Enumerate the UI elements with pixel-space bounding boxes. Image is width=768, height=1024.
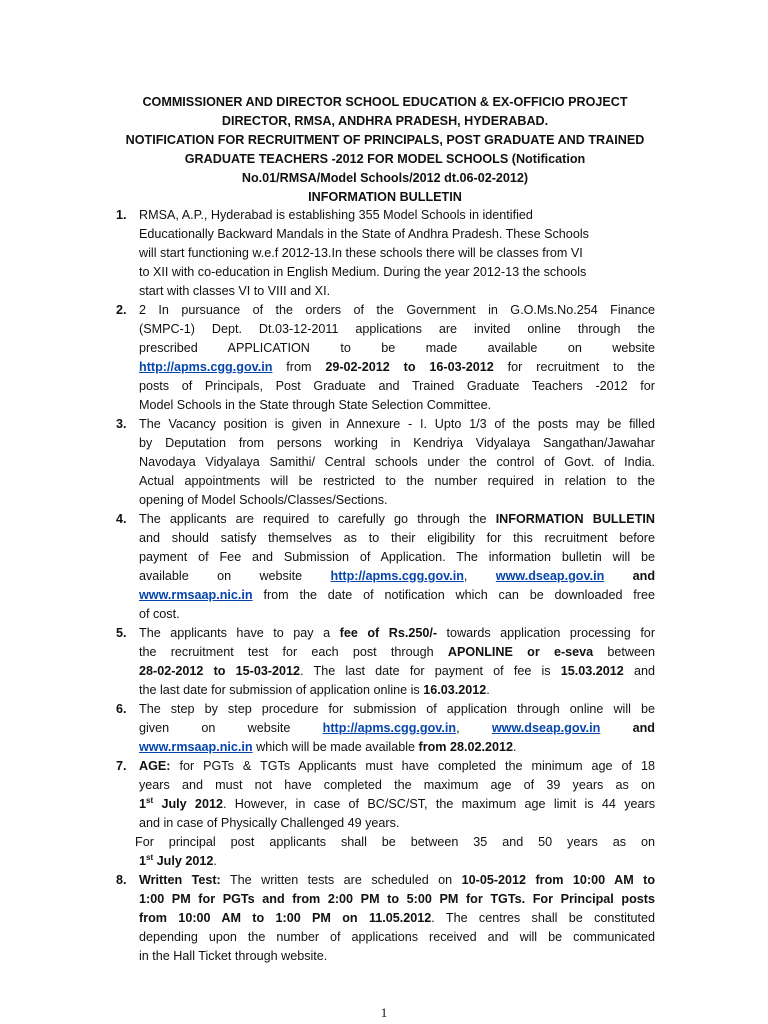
text-line: start with classes VI to VIII and XI. — [139, 284, 331, 298]
header-line: DIRECTOR, RMSA, ANDHRA PRADESH, HYDERABAD. — [221, 114, 549, 128]
text-line: given on website http://apms.cgg.gov.in, www.dseap.gov.in and — [139, 721, 655, 735]
text-line: will start functioning w.e.f 2012-13.In these schools there will be classes from VI — [139, 246, 583, 260]
list-item — [110, 415, 655, 510]
header-line: COMMISSIONER AND DIRECTOR SCHOOL EDUCATION & EX-OFFICIO PROJECT — [142, 95, 628, 109]
text-line: AGE: for PGTs & TGTs Applicants must have completed the minimum age of 18 — [139, 759, 655, 773]
list-item — [110, 510, 655, 624]
text-line: by Deputation from persons working in Kendriya Vidyalaya Sangathan/Jawahar — [139, 436, 655, 450]
item-number: 1. — [116, 208, 127, 222]
numbered-list — [110, 206, 655, 966]
list-item — [110, 301, 655, 415]
text-line: www.rmsaap.nic.in from the date of notification which can be downloaded free — [139, 588, 655, 602]
text-line: and in case of Physically Challenged 49 years. — [139, 816, 400, 830]
text-line: years and must not have completed the maximum age of 39 years as on — [139, 778, 655, 792]
list-item — [110, 700, 655, 757]
text-line: For principal post applicants shall be between 35 and 50 years as on — [135, 835, 655, 849]
text-line: opening of Model Schools/Classes/Sections. — [139, 493, 388, 507]
text-line: from 10:00 AM to 1:00 PM on 11.05.2012. The centres shall be constituted — [139, 911, 655, 925]
text-line: the last date for submission of application online is 16.03.2012. — [139, 683, 490, 697]
text-line: The applicants have to pay a fee of Rs.250/- towards application processing for — [139, 626, 656, 640]
text-line: 1:00 PM for PGTs and from 2:00 PM to 5:00 PM for TGTs. For Principal posts — [139, 892, 655, 906]
text-line: and should satisfy themselves as to their eligibility for this recruitment before — [139, 531, 655, 545]
text-line: 2 In pursuance of the orders of the Government in G.O.Ms.No.254 Finance — [139, 303, 655, 317]
list-item — [110, 871, 655, 966]
text-line: Educationally Backward Mandals in the State of Andhra Pradesh. These Schools — [139, 227, 589, 241]
page-number: 1 — [380, 1005, 388, 1020]
apms-website-link[interactable]: http://apms.cgg.gov.in — [322, 721, 457, 735]
item-number: 5. — [116, 626, 127, 640]
text-line: the recruitment test for each post through APONLINE or e-seva between — [139, 645, 655, 659]
item-number: 6. — [116, 702, 127, 716]
item-number: 4. — [116, 512, 127, 526]
item-number: 8. — [116, 873, 127, 887]
text-line: posts of Principals, Post Graduate and Trained Graduate Teachers -2012 for — [139, 379, 655, 393]
bulletin-title: INFORMATION BULLETIN — [308, 190, 462, 204]
apms-website-link[interactable]: http://apms.cgg.gov.in — [139, 360, 273, 374]
item-number: 2. — [116, 303, 127, 317]
list-item — [110, 624, 655, 700]
text-line: www.rmsaap.nic.in which will be made available from 28.02.2012. — [139, 740, 517, 754]
header-line: GRADUATE TEACHERS -2012 FOR MODEL SCHOOLS (Notification — [184, 152, 586, 166]
text-line: 1st July 2012. — [139, 852, 217, 868]
list-item — [110, 757, 655, 871]
text-line: http://apms.cgg.gov.in from 29-02-2012 to 16-03-2012 for recruitment to the — [139, 360, 655, 374]
dseap-website-link[interactable]: www.dseap.gov.in — [491, 721, 601, 735]
text-line: The step by step procedure for submission of application through online will be — [139, 702, 655, 716]
list-item — [110, 206, 655, 301]
text-line: RMSA, A.P., Hyderabad is establishing 355 Model Schools in identified — [139, 208, 533, 222]
text-line: prescribed APPLICATION to be made available on website — [139, 341, 655, 355]
text-line: in the Hall Ticket through website. — [139, 949, 328, 963]
header-line: NOTIFICATION FOR RECRUITMENT OF PRINCIPALS, POST GRADUATE AND TRAINED — [125, 133, 645, 147]
text-line: of cost. — [139, 607, 180, 621]
item-number: 7. — [116, 759, 127, 773]
text-line: Model Schools in the State through State Selection Committee. — [139, 398, 492, 412]
text-line: available on website http://apms.cgg.gov.in, www.dseap.gov.in and — [139, 569, 656, 583]
rmsaap-website-link[interactable]: www.rmsaap.nic.in — [139, 588, 253, 602]
text-line: depending upon the number of applications received and will be communicated — [139, 930, 655, 944]
dseap-website-link[interactable]: www.dseap.gov.in — [495, 569, 605, 583]
item-number: 3. — [116, 417, 127, 431]
text-line: (SMPC-1) Dept. Dt.03-12-2011 applications are invited online through the — [139, 322, 655, 336]
text-line: payment of Fee and Submission of Application. The information bulletin will be — [139, 550, 655, 564]
rmsaap-website-link[interactable]: www.rmsaap.nic.in — [139, 740, 253, 754]
text-line: 28-02-2012 to 15-03-2012. The last date for payment of fee is 15.03.2012 and — [139, 664, 655, 678]
text-line: The Vacancy position is given in Annexure - I. Upto 1/3 of the posts may be filled — [139, 417, 655, 431]
apms-website-link[interactable]: http://apms.cgg.gov.in — [330, 569, 464, 583]
text-line: Navodaya Vidyalaya Samithi/ Central schools under the control of Govt. of India. — [139, 455, 655, 469]
text-line: The applicants are required to carefully go through the INFORMATION BULLETIN — [139, 512, 655, 526]
text-line: 1st July 2012. However, in case of BC/SC/ST, the maximum age limit is 44 years — [139, 795, 655, 811]
text-line: Actual appointments will be restricted to the number required in relation to the — [139, 474, 655, 488]
notification-header — [100, 93, 670, 207]
header-line: No.01/RMSA/Model Schools/2012 dt.06-02-2012) — [241, 171, 529, 185]
text-line: to XII with co-education in English Medium. During the year 2012-13 the schools — [139, 265, 587, 279]
text-line: Written Test: The written tests are scheduled on 10-05-2012 from 10:00 AM to — [139, 873, 656, 887]
